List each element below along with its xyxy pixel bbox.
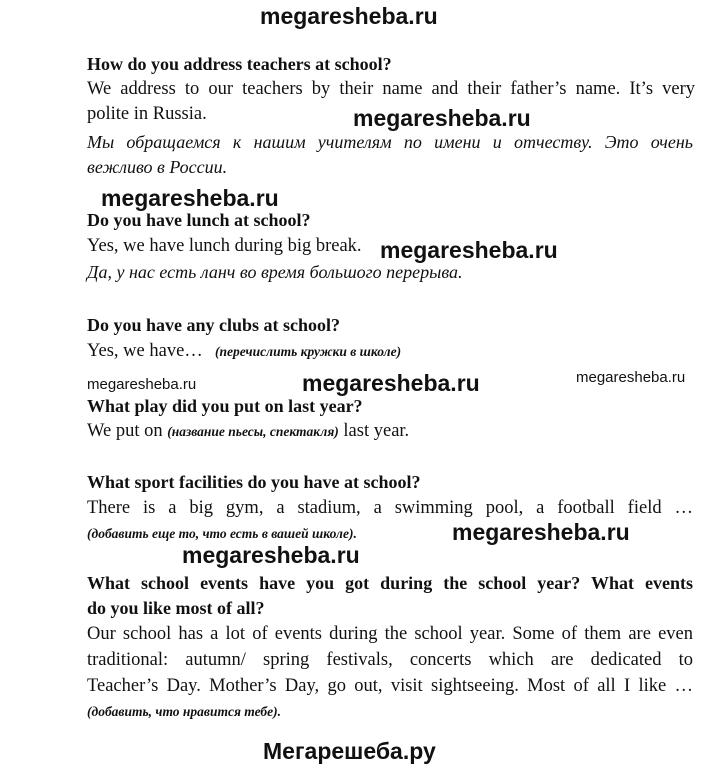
question-3: Do you have any clubs at school? (87, 315, 341, 335)
answer-1-line-1: We address to our teachers by their name and their father’s name. It’s very (87, 79, 695, 99)
answer-4 (87, 421, 409, 442)
answer-2: Yes, we have lunch during big break. (87, 236, 362, 256)
watermark: megaresheba.ru (576, 369, 686, 386)
watermark: megaresheba.ru (101, 185, 279, 211)
watermark-bottom: Мегарешеба.ру (263, 738, 436, 764)
translation-2: Да, у нас есть ланч во время большого перерыва. (87, 262, 463, 282)
answer-4-note: (название пьесы, спектакля) (167, 424, 339, 439)
question-6-line-2: do you like most of all? (87, 598, 265, 618)
answer-5-note: (добавить еще то, что есть в вашей школе). (87, 526, 357, 541)
answer-3: Yes, we have… (87, 341, 203, 361)
watermark: megaresheba.ru (452, 519, 630, 545)
answer-4-suffix: last year. (343, 421, 410, 441)
watermark: megaresheba.ru (302, 370, 480, 396)
watermark-top: megaresheba.ru (260, 3, 438, 29)
watermark: megaresheba.ru (353, 105, 531, 131)
answer-6-line-3: Teacher’s Day. Mother’s Day, go out, visit sightseeing. Most of all I like … (87, 676, 693, 696)
answer-6-line-1: Our school has a lot of events during the school year. Some of them are even (87, 624, 693, 644)
question-6-line-1: What school events have you got during the school year? What events (87, 573, 693, 593)
question-2: Do you have lunch at school? (87, 210, 311, 230)
watermark: megaresheba.ru (87, 376, 197, 393)
question-1: How do you address teachers at school? (87, 54, 392, 74)
translation-1-line-2: вежливо в России. (87, 157, 228, 177)
watermark: megaresheba.ru (182, 542, 360, 568)
answer-4-prefix: We put on (87, 421, 163, 441)
translation-1-line-1: Мы обращаемся к нашим учителям по имени и отчеству. Это очень (87, 132, 693, 152)
answer-6-line-2: traditional: autumn/ spring festivals, concerts which are dedicated to (87, 650, 693, 670)
answer-6-note: (добавить, что нравится тебе). (87, 704, 282, 719)
answer-1-line-2: polite in Russia. (87, 104, 207, 124)
answer-3-note: (перечислить кружки в школе) (215, 344, 402, 359)
question-5: What sport facilities do you have at school? (87, 472, 421, 492)
question-4: What play did you put on last year? (87, 396, 363, 416)
answer-5: There is a big gym, a stadium, a swimming pool, a football field … (87, 498, 693, 518)
watermark: megaresheba.ru (380, 237, 558, 263)
